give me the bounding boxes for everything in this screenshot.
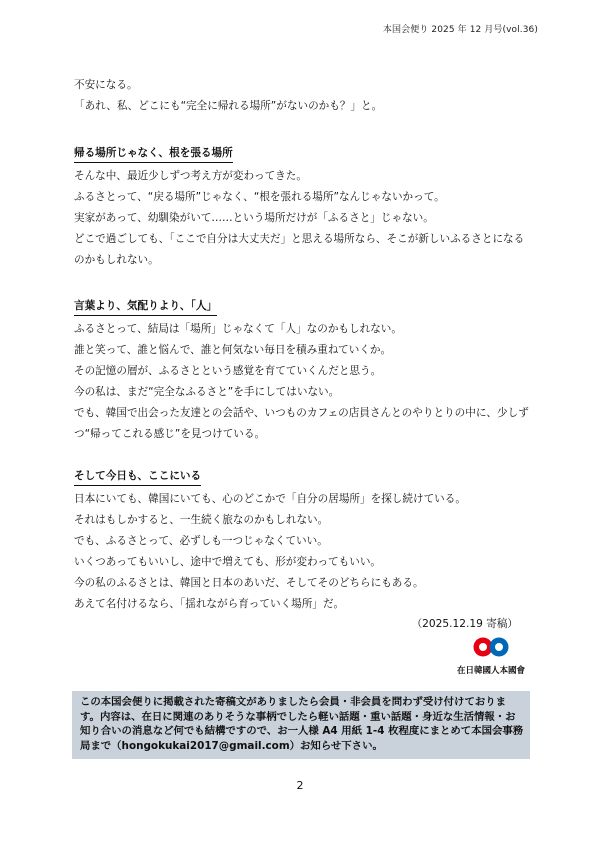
- paragraph: そんな中、最近少しずつ考え方が変わってきた。: [74, 170, 307, 182]
- paragraph: 今の私は、まだ“完全なふるさと”を手にしてはいない。: [74, 386, 340, 398]
- paragraph: あえて名付けるなら、「揺れながら育っていく場所」だ。: [74, 598, 345, 610]
- intro-line: 不安になる。: [74, 79, 138, 91]
- paragraph: それはもしかすると、一生続く旅なのかもしれない。: [74, 514, 329, 526]
- paragraph: どこで過ごしても、「ここで自分は大丈夫だ」と思える場所なら、そこが新しいふるさとになるのかもしれない。: [74, 233, 525, 266]
- signature: （2025.12.19 寄稿）: [411, 618, 518, 630]
- submission-notice: [72, 691, 530, 759]
- paragraph: ふるさとって、“戻る場所”じゃなく、“根を張れる場所”なんじゃないかって。: [74, 191, 445, 203]
- paragraph: 今の私のふるさとは、韓国と日本のあいだ、そしてそのどちらにもある。: [74, 577, 424, 589]
- notice-text: この本国会便りに掲載された寄稿文がありましたら会員・非会員を問わず受け付けております。内容は、在日に関連のありそうな事柄でしたら軽い話題・重い話題・身近な生活情報・お知り合いの消息など何でも結構ですので、お一人様 A4 用紙 1-4 枚程度にまとめて本国会事務局まで（hongokukai2017@gmail.com）お知らせ下さい。: [80, 696, 524, 752]
- section-2: [74, 294, 534, 445]
- paragraph: 誰と笑って、誰と悩んで、誰と何気ない毎日を積み重ねていくか。: [74, 344, 392, 356]
- section-title: 帰る場所じゃなく、根を張る場所: [74, 145, 233, 163]
- section-3: [74, 464, 534, 615]
- paragraph: 実家があって、幼馴染がいて……という場所だけが「ふるさと」じゃない。: [74, 212, 434, 224]
- section-title: 言葉より、気配りより、「人」: [74, 298, 217, 316]
- section-title: そして今日も、ここにいる: [74, 468, 201, 486]
- intro-line: 「あれ、私、どこにも“完全に帰れる場所”がないのかも？」と。: [74, 100, 383, 112]
- organization-name: 在日韓國人本國會: [456, 666, 525, 676]
- paragraph: いくつあってもいいし、途中で増えても、形が変わってもいい。: [74, 556, 382, 568]
- organization-logo: [447, 636, 535, 676]
- paragraph: でも、ふるさとって、必ずしも一つじゃなくていい。: [74, 535, 328, 547]
- organization-logo-icon: [471, 636, 511, 658]
- intro-block: [74, 75, 534, 117]
- paragraph: その記憶の層が、ふるさとという感覚を育てていくんだと思う。: [74, 365, 382, 377]
- page-number: 2: [296, 779, 304, 792]
- paragraph: 日本にいても、韓国にいても、心のどこかで「自分の居場所」を探し続けている。: [74, 493, 466, 505]
- paragraph: ふるさとって、結局は「場所」じゃなくて「人」なのかもしれない。: [74, 323, 402, 335]
- section-1: [74, 141, 534, 271]
- paragraph: でも、韓国で出会った友達との会話や、いつものカフェの店員さんとのやりとりの中に、少しずつ“帰ってこれる感じ”を見つけている。: [74, 407, 529, 440]
- page-header: 本国会便り 2025 年 12 月号(vol.36): [382, 25, 538, 35]
